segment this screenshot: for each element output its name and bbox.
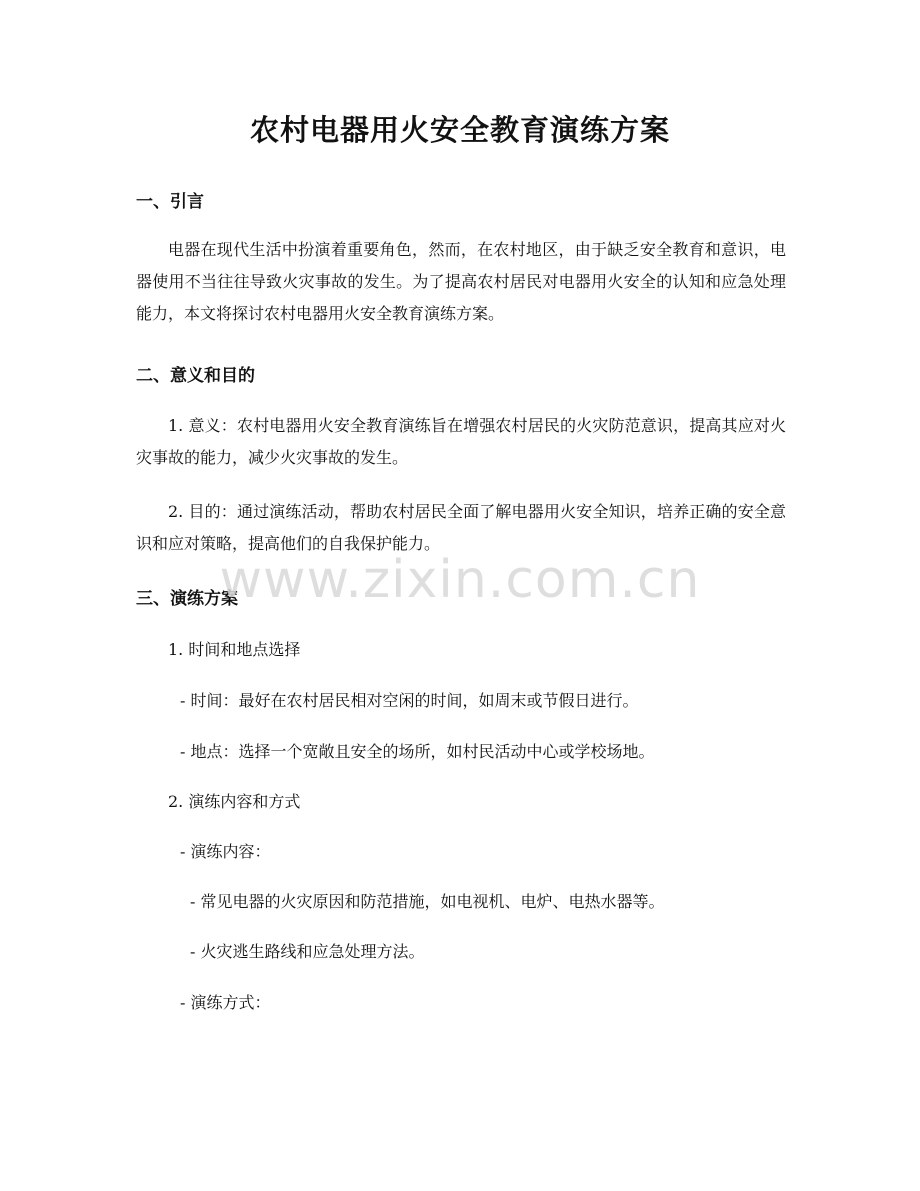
plan-item-time-place: 1. 时间和地点选择 [168, 640, 301, 659]
section-heading-plan: 三、演练方案 [136, 589, 238, 609]
plan-item-time: - 时间：最好在农村居民相对空闲的时间，如周末或节假日进行。 [180, 691, 639, 710]
plan-item-content-escape: - 火灾逃生路线和应急处理方法。 [190, 942, 425, 961]
section-heading-intro: 一、引言 [136, 192, 204, 212]
purpose-item-meaning: 1. 意义：农村电器用火安全教育演练旨在增强农村居民的火灾防范意识，提高其应对火灾事故的能力，减少火灾事故的发生。 [136, 416, 786, 467]
plan-item-place: - 地点：选择一个宽敞且安全的场所，如村民活动中心或学校场地。 [180, 742, 655, 761]
plan-item-content: - 演练内容： [180, 842, 271, 861]
watermark: www.zixin.com.cn [219, 550, 701, 610]
plan-item-content-method: 2. 演练内容和方式 [168, 792, 301, 811]
plan-item-content-appliances: - 常见电器的火灾原因和防范措施，如电视机、电炉、电热水器等。 [190, 892, 665, 911]
intro-paragraph: 电器在现代生活中扮演着重要角色，然而，在农村地区，由于缺乏安全教育和意识，电器使用不当往往导致火灾事故的发生。为了提高农村居民对电器用火安全的认知和应急处理能力，本文将探讨农村电器用火安全教育演练方案。 [136, 240, 786, 323]
section-heading-purpose: 二、意义和目的 [136, 366, 255, 386]
document-title: 农村电器用火安全教育演练方案 [249, 113, 670, 147]
plan-item-method: - 演练方式： [180, 993, 271, 1012]
purpose-item-goal: 2. 目的：通过演练活动，帮助农村居民全面了解电器用火安全知识，培养正确的安全意识和应对策略，提高他们的自我保护能力。 [136, 502, 786, 553]
